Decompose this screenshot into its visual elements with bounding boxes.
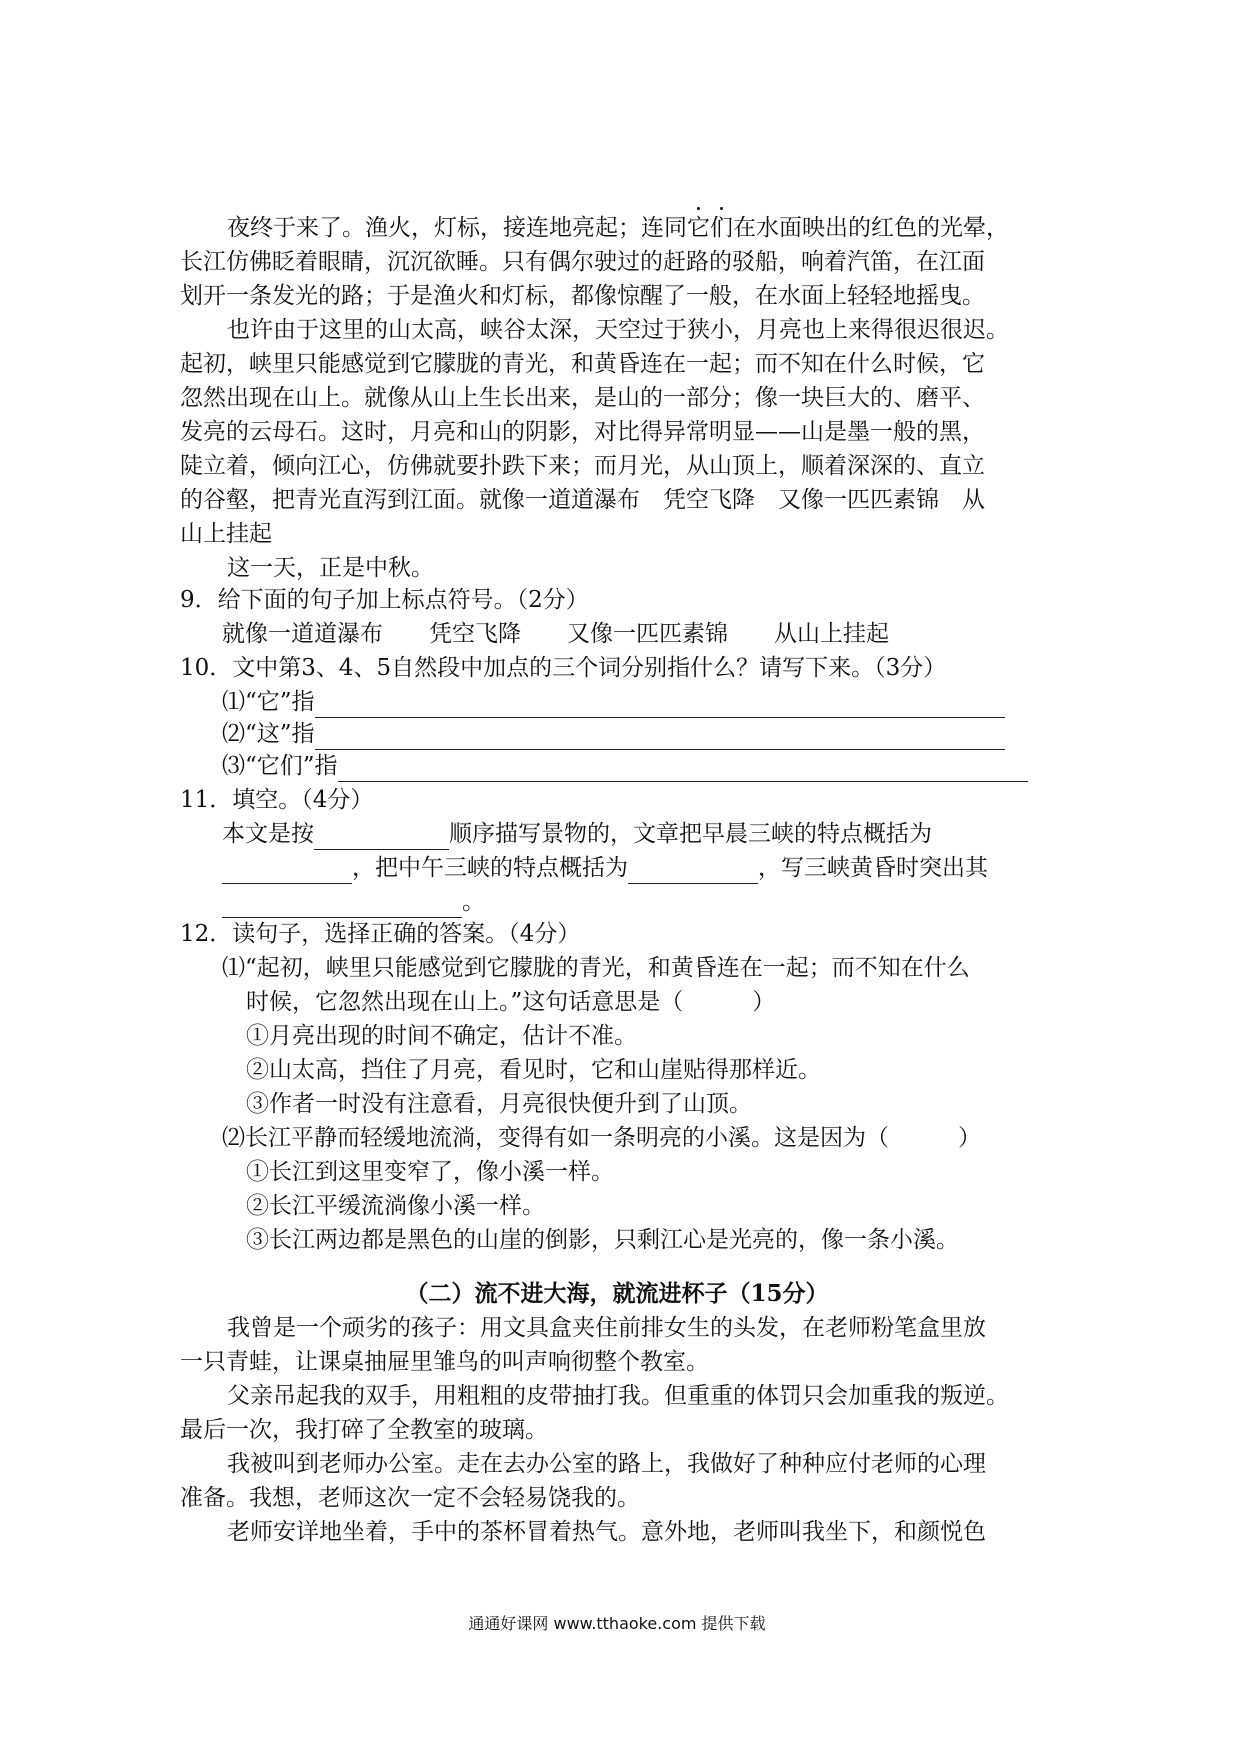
section-heading: （二）流不进大海，就流进杯子（15分） — [405, 1280, 829, 1307]
option[interactable]: ①月亮出现的时间不确定，估计不准。 — [246, 1023, 637, 1049]
item-label: ⑶“它们”指 — [222, 753, 338, 779]
question-10-title: 10．文中第3、4、5自然段中加点的三个词分别指什么？请写下来。（3分） — [180, 655, 947, 681]
passage-line: 我曾是一个顽劣的孩子：用文具盒夹住前排女生的头发，在老师粉笔盒里放 — [227, 1315, 986, 1341]
question-9-sentence: 就像一道道瀑布 凭空飞降 又像一匹匹素锦 从山上挂起 — [222, 621, 889, 647]
option[interactable]: ②山太高，挡住了月亮，看见时，它和山崖贴得那样近。 — [246, 1057, 821, 1083]
answer-line[interactable] — [315, 725, 1005, 750]
emphasis-dot — [720, 207, 723, 210]
question-11-title: 11．填空。（4分） — [180, 787, 374, 813]
passage-line: 发亮的云母石。这时，月亮和山的阴影，对比得异常明显——山是墨一般的黑， — [180, 419, 985, 445]
question-10-item-3 — [222, 750, 1028, 782]
passage-line: 夜终于来了。渔火，灯标，接连地亮起；连同它们在水面映出的红色的光晕， — [227, 215, 1009, 241]
question-11-line-2 — [222, 852, 988, 884]
fill-text: ，写三峡黄昏时突出其 — [758, 855, 988, 881]
fill-text: 。 — [462, 889, 485, 915]
option[interactable]: ③长江两边都是黑色的山崖的倒影，只剩江心是光亮的，像一条小溪。 — [246, 1227, 959, 1253]
fill-blank[interactable] — [314, 825, 449, 850]
passage-line: 最后一次，我打碎了全教室的玻璃。 — [180, 1417, 548, 1443]
option[interactable]: ③作者一时没有注意看，月亮很快便升到了山顶。 — [246, 1091, 752, 1117]
passage-line: 山上挂起 — [180, 521, 272, 547]
question-11-line-1 — [222, 818, 932, 850]
passage-line: 陡立着，倾向江心，仿佛就要扑跌下来；而月光，从山顶上，顺着深深的、直立 — [180, 453, 985, 479]
passage-line: 老师安详地坐着，手中的茶杯冒着热气。意外地，老师叫我坐下，和颜悦色 — [227, 1519, 986, 1545]
item-label: ⑵“这”指 — [222, 721, 315, 747]
question-12-sub2: ⑵长江平静而轻缓地流淌，变得有如一条明亮的小溪。这是因为（ ） — [222, 1125, 981, 1151]
passage-line: 这一天，正是中秋。 — [227, 555, 434, 581]
fill-blank[interactable] — [628, 859, 758, 884]
question-10-item-1 — [222, 686, 1005, 718]
passage-line: 准备。我想，老师这次一定不会轻易饶我的。 — [180, 1485, 640, 1511]
passage-line: 我被叫到老师办公室。走在去办公室的路上，我做好了种种应付老师的心理 — [227, 1451, 986, 1477]
question-12-sub1-cont: 时候，它忽然出现在山上。”这句话意思是（ ） — [246, 989, 776, 1015]
passage-line: 一只青蛙，让课桌抽屉里雏鸟的叫声响彻整个教室。 — [180, 1349, 709, 1375]
emphasis-dot — [697, 207, 700, 210]
question-9-title: 9．给下面的句子加上标点符号。（2分） — [180, 587, 589, 613]
fill-text: 本文是按 — [222, 821, 314, 847]
passage-line: 的谷壑，把青光直泻到江面。就像一道道瀑布 凭空飞降 又像一匹匹素锦 从 — [180, 487, 985, 513]
question-11-line-3 — [222, 886, 485, 918]
answer-line[interactable] — [338, 757, 1028, 782]
page-footer: 通通好课网 www.tthaoke.com 提供下载 — [468, 1614, 766, 1633]
question-12-sub1: ⑴“起初，峡里只能感觉到它朦胧的青光，和黄昏连在一起；而不知在什么 — [222, 955, 970, 981]
answer-line[interactable] — [315, 693, 1005, 718]
option[interactable]: ②长江平缓流淌像小溪一样。 — [246, 1193, 545, 1219]
fill-text: 顺序描写景物的，文章把早晨三峡的特点概括为 — [449, 821, 932, 847]
passage-line: 划开一条发光的路；于是渔火和灯标，都像惊醒了一般，在水面上轻轻地摇曳。 — [180, 283, 985, 309]
item-label: ⑴“它”指 — [222, 689, 315, 715]
passage-line: 忽然出现在山上。就像从山上生长出来，是山的一部分；像一块巨大的、磨平、 — [180, 385, 985, 411]
option[interactable]: ①长江到这里变窄了，像小溪一样。 — [246, 1159, 614, 1185]
question-10-item-2 — [222, 718, 1005, 750]
passage-line: 长江仿佛眨着眼睛，沉沉欲睡。只有偶尔驶过的赶路的驳船，响着汽笛，在江面 — [180, 249, 985, 275]
fill-text: ，把中午三峡的特点概括为 — [352, 855, 628, 881]
fill-blank[interactable] — [222, 893, 462, 918]
passage-line: 起初，峡里只能感觉到它朦胧的青光，和黄昏连在一起；而不知在什么时候，它 — [180, 351, 985, 377]
fill-blank[interactable] — [222, 859, 352, 884]
question-12-title: 12．读句子，选择正确的答案。（4分） — [180, 921, 581, 947]
passage-line: 也许由于这里的山太高，峡谷太深，天空过于狭小，月亮也上来得很迟很迟。 — [227, 317, 1009, 343]
passage-line: 父亲吊起我的双手，用粗粗的皮带抽打我。但重重的体罚只会加重我的叛逆。 — [227, 1383, 1009, 1409]
